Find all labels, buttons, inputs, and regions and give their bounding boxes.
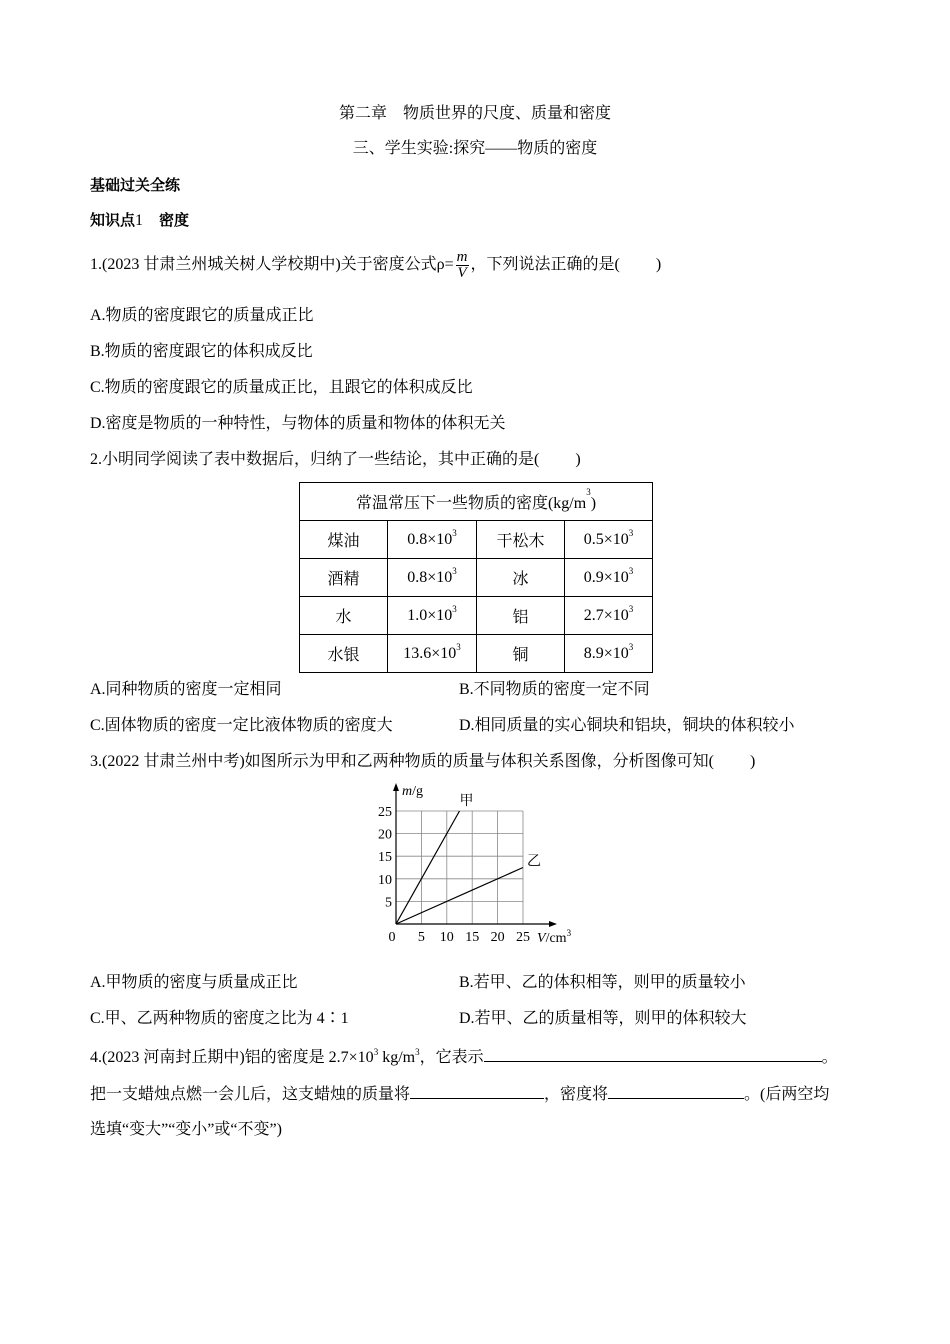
series-line-yi	[396, 868, 523, 925]
y-axis-arrow	[393, 783, 399, 791]
substance-name: 冰	[477, 559, 565, 597]
x-tick-label: 0	[388, 930, 396, 945]
formula-denominator: V	[457, 264, 467, 281]
x-axis-arrow	[549, 921, 557, 927]
density-value: $13.6\times 10^3$	[388, 635, 477, 673]
substance-name: 酒精	[300, 559, 388, 597]
density-value: $0.8\times 10^3$	[388, 559, 477, 597]
series-label: 乙	[527, 853, 541, 870]
density-formula	[456, 250, 469, 281]
practice-heading: 基础过关全练	[90, 176, 181, 194]
q3-paren-close: )	[750, 753, 756, 770]
q3-stem-text: 3.(2022 甘肃兰州中考)如图所示为甲和乙两种物质的质量与体积关系图像，分析图像可知(	[90, 753, 714, 770]
substance-name: 干松木	[477, 521, 565, 559]
x-axis-label: $V/cm^3$	[537, 928, 572, 946]
q1-stem	[90, 248, 661, 282]
knowledge-point-heading	[90, 210, 189, 231]
q2-option-a: A.同种物质的密度一定相同	[90, 681, 282, 698]
y-tick-label: 15	[378, 850, 392, 866]
density-value: $8.9\times 10^3$	[565, 635, 653, 673]
substance-name: 水银	[300, 635, 388, 673]
q4-line2: 把一支蜡烛点燃一会儿后，这支蜡烛的质量将 ，密度将 。(后两空均	[90, 1082, 829, 1105]
x-tick-label: 25	[516, 930, 530, 945]
knowledge-point-topic: 密度	[159, 211, 190, 229]
y-tick-label: 10	[378, 872, 392, 888]
q3-option-b: B.若甲、乙的体积相等，则甲的质量较小	[459, 974, 746, 991]
density-value: $0.8\times 10^3$	[388, 521, 477, 559]
knowledge-point-number: 1	[135, 212, 144, 229]
chapter-title: 第二章 物质世界的尺度、质量和密度	[338, 105, 611, 122]
q2-option-b: B.不同物质的密度一定不同	[459, 681, 650, 698]
section-title: 三、学生实验:探究——物质的密度	[352, 140, 598, 157]
answer-blank-meaning[interactable]	[484, 1045, 822, 1062]
table-row	[300, 635, 653, 673]
substance-name: 煤油	[300, 521, 388, 559]
table-title-pre: 常温常压下一些物质的密度(kg/m	[355, 495, 587, 512]
x-tick-label: 5	[417, 930, 425, 945]
q2-stem-text: 2.小明同学阅读了表中数据后，归纳了一些结论，其中正确的是(	[90, 451, 540, 468]
y-tick-label: 20	[378, 827, 392, 843]
q2-option-d: D.相同质量的实心铜块和铝块，铜块的体积较小	[459, 717, 795, 734]
density-table	[299, 482, 653, 673]
q1-option-b: B.物质的密度跟它的体积成反比	[90, 343, 313, 360]
knowledge-point-label: 知识点	[90, 211, 136, 229]
answer-blank-mass[interactable]	[410, 1082, 544, 1099]
table-title: 常温常压下一些物质的密度$(kg/m^3)$	[300, 483, 653, 521]
table-row	[300, 521, 653, 559]
series-line-jia	[396, 811, 460, 924]
mass-volume-chart	[366, 780, 586, 950]
y-tick-label: 5	[385, 895, 392, 911]
q2-paren-close: )	[575, 451, 581, 468]
density-value: $1.0\times 10^3$	[388, 597, 477, 635]
y-tick-label: 25	[378, 805, 392, 820]
table-row	[300, 559, 653, 597]
q4-line3: 选填“变大”“变小”或“不变”)	[90, 1121, 282, 1138]
q2-stem	[90, 450, 581, 470]
q4-stem: 4.(2023 河南封丘期中)铝的密度是 $2.7\times 10^3$ $kg/m^3$，它表示 。	[90, 1047, 838, 1066]
q1-option-c: C.物质的密度跟它的质量成正比，且跟它的体积成反比	[90, 379, 473, 396]
q3-stem	[90, 752, 755, 772]
series-label: 甲	[459, 793, 474, 809]
q3-option-a: A.甲物质的密度与质量成正比	[90, 974, 298, 991]
q1-option-d: D.密度是物质的一种特性，与物体的质量和物体的体积无关	[90, 415, 506, 432]
table-row	[300, 597, 653, 635]
x-tick-label: 15	[465, 930, 480, 945]
q1-option-a: A.物质的密度跟它的质量成正比	[90, 307, 314, 324]
q1-paren-close: )	[655, 256, 662, 273]
answer-blank-density[interactable]	[608, 1082, 744, 1099]
q3-option-d: D.若甲、乙的质量相等，则甲的体积较大	[459, 1010, 747, 1027]
q2-option-c: C.固体物质的密度一定比液体物质的密度大	[90, 717, 393, 734]
density-value: $0.5\times 10^3$	[565, 521, 653, 559]
density-value: $0.9\times 10^3$	[565, 559, 653, 597]
y-axis-label: m/g	[402, 784, 424, 799]
q1-stem-after: ，下列说法正确的是(	[470, 256, 620, 273]
x-tick-label: 10	[439, 930, 454, 945]
x-tick-label: 20	[490, 930, 505, 945]
substance-name: 水	[300, 597, 388, 635]
density-value: $2.7\times 10^3$	[565, 597, 653, 635]
formula-numerator: m	[456, 248, 468, 265]
q1-stem-before: 1.(2023 甘肃兰州城关树人学校期中)关于密度公式ρ=	[90, 256, 454, 273]
q4-stem-pre: 4.(2023 河南封丘期中)铝的密度是 2.7×10	[90, 1049, 374, 1066]
substance-name: 铜	[477, 635, 565, 673]
substance-name: 铝	[477, 597, 565, 635]
q3-option-c: C.甲、乙两种物质的密度之比为 4∶1	[90, 1010, 349, 1027]
